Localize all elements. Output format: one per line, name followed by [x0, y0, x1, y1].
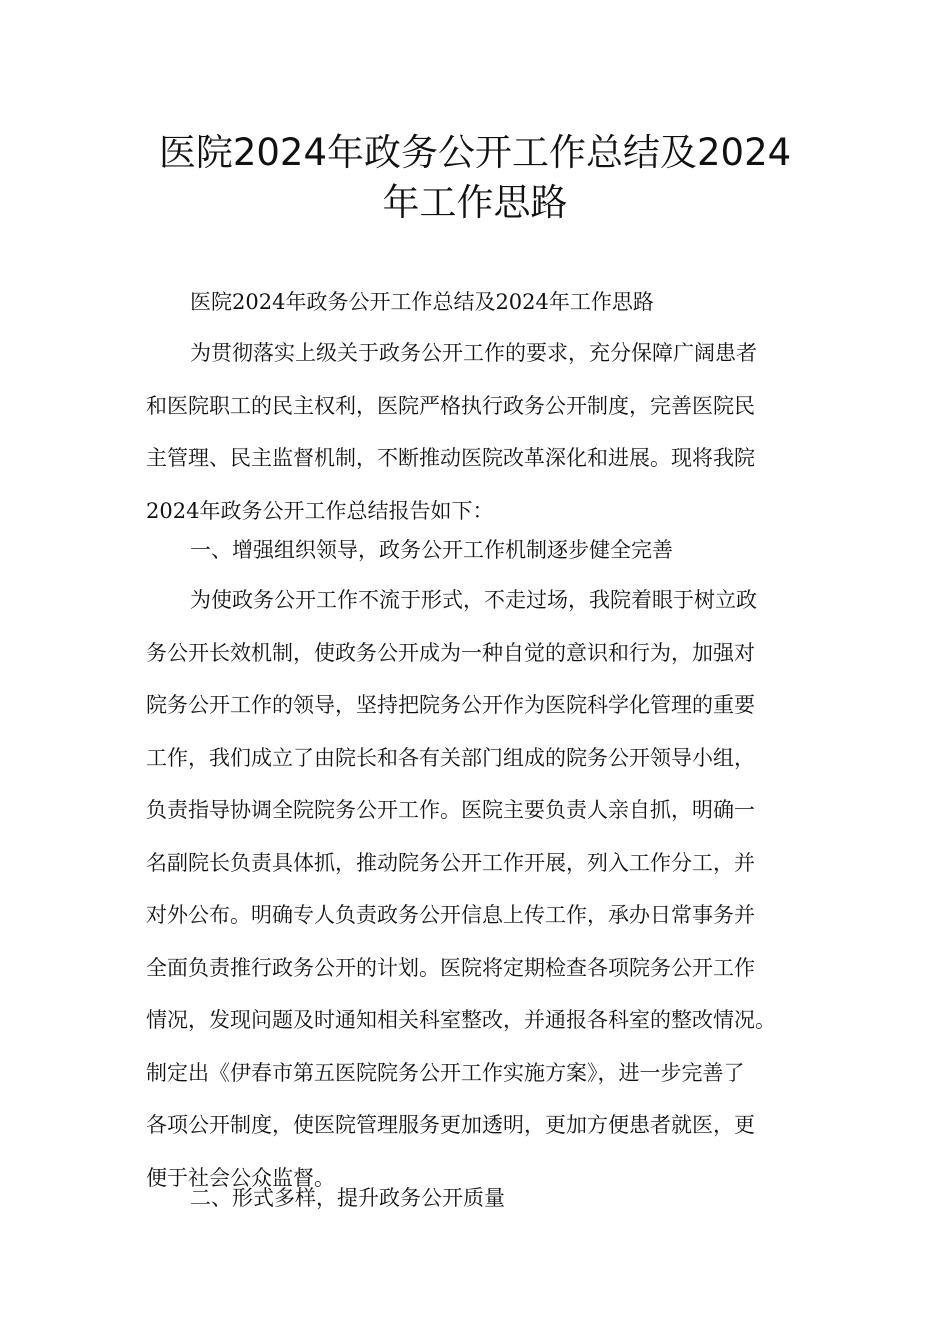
title-line-2: 年工作思路 — [382, 181, 568, 224]
paragraph-line: 对外公布。明确专人负责政务公开信息上传工作，承办日常事务并 — [146, 903, 755, 927]
section-1-heading: 一、增强组织领导，政务公开工作机制逐步健全完善 — [190, 538, 673, 562]
section-2-heading: 二、形式多样，提升政务公开质量 — [190, 1186, 505, 1210]
paragraph-line: 工作，我们成立了由院长和各有关部门组成的院务公开领导小组， — [146, 745, 755, 770]
paragraph-line: 和医院职工的民主权利，医院严格执行政务公开制度，完善医院民 — [146, 393, 755, 418]
paragraph-line: 务公开长效机制，使政务公开成为一种自觉的意识和行为，加强对 — [146, 640, 755, 665]
title-line-1: 医院2024年政务公开工作总结及2024 — [158, 131, 792, 174]
section-1-paragraph — [146, 574, 826, 1204]
paragraph-line: 为贯彻落实上级关于政务公开工作的要求，充分保障广阔患者 — [190, 341, 757, 365]
paragraph-line: 为使政务公开工作不流于形式，不走过场，我院着眼于树立政 — [190, 588, 757, 612]
document-subtitle: 医院2024年政务公开工作总结及2024年工作思路 — [190, 290, 654, 314]
paragraph-line: 主管理、民主监督机制，不断推动医院改革深化和进展。现将我院 — [146, 446, 755, 470]
paragraph-line: 情况，发现问题及时通知相关科室整改，并通报各科室的整改情况。 — [146, 1008, 776, 1032]
paragraph-line: 负责指导协调全院院务公开工作。医院主要负责人亲自抓，明确一 — [146, 798, 755, 822]
document-title — [100, 128, 850, 228]
paragraph-line: 院务公开工作的领导，坚持把院务公开作为医院科学化管理的重要 — [146, 693, 755, 717]
intro-paragraph — [146, 327, 826, 537]
paragraph-line: 便于社会公众监督。 — [146, 1165, 335, 1190]
paragraph-line: 全面负责推行政务公开的计划。医院将定期检查各项院务公开工作 — [146, 955, 755, 980]
paragraph-line: 名副院长负责具体抓，推动院务公开工作开展，列入工作分工，并 — [146, 850, 755, 875]
paragraph-line: 2024年政务公开工作总结报告如下： — [146, 498, 494, 523]
paragraph-line: 制定出《伊春市第五医院院务公开工作实施方案》，进一步完善了 — [146, 1060, 745, 1085]
paragraph-line: 各项公开制度，使医院管理服务更加透明，更加方便患者就医，更 — [146, 1113, 755, 1137]
